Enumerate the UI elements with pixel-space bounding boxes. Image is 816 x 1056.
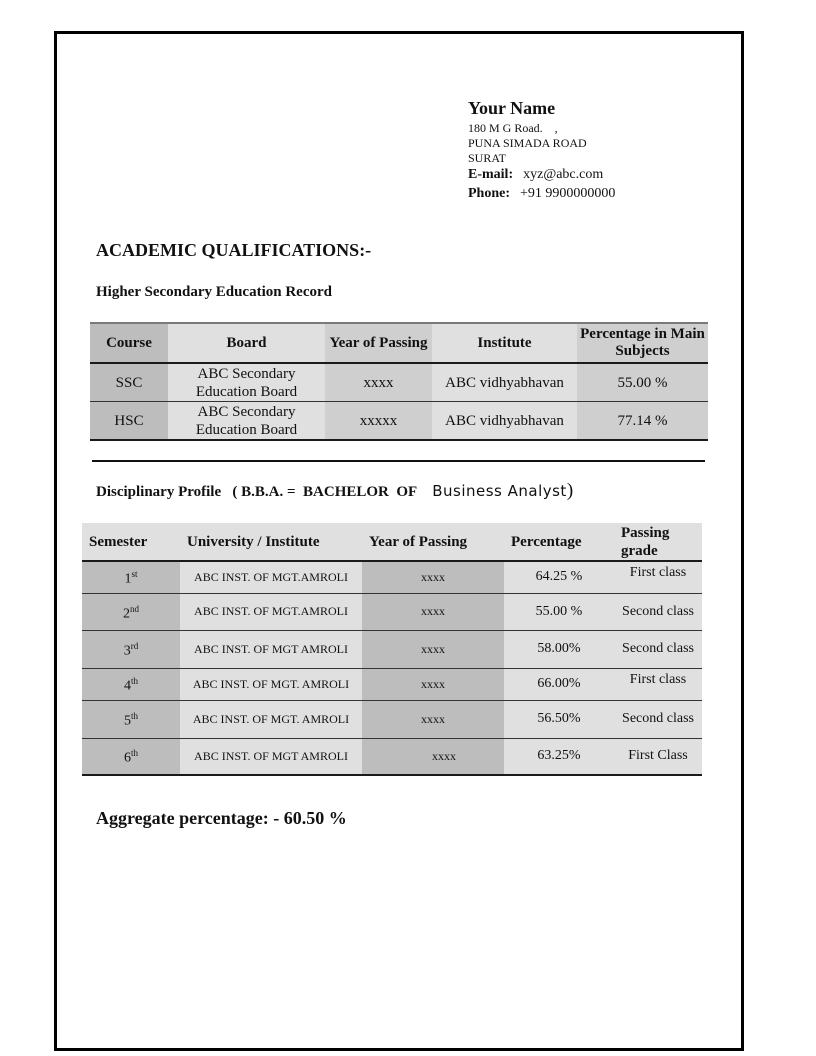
phone-row: [468, 186, 615, 202]
semester-table: [82, 523, 702, 776]
course-cell: HSC: [90, 402, 168, 441]
candidate-name: Your Name: [468, 98, 556, 118]
grade-cell: First class: [614, 668, 702, 700]
institute-cell: ABC INST. OF MGT AMROLI: [180, 738, 362, 775]
year-cell: xxxx: [362, 668, 504, 700]
percentage-cell: 56.50%: [504, 700, 614, 738]
col-header: Percentage in Main Subjects: [577, 323, 708, 363]
degree-text: ( B.B.A. = BACHELOR OF: [232, 484, 418, 500]
table-row: [82, 738, 702, 775]
email-value: xyz@abc.com: [523, 167, 604, 182]
secondary-education-table: [90, 322, 708, 441]
table-row: [82, 593, 702, 630]
col-header: Semester: [82, 523, 180, 561]
semester-cell: [82, 630, 180, 668]
board-cell: ABC Secondary Education Board: [168, 402, 325, 441]
table-row: [90, 402, 708, 441]
address-line-3: SURAT: [468, 151, 507, 165]
semester-number: 1: [124, 572, 132, 588]
semester-cell: [82, 593, 180, 630]
semester-suffix: th: [130, 748, 138, 759]
hsc-record-title: Higher Secondary Education Record: [96, 284, 332, 300]
col-header: Institute: [432, 323, 577, 363]
institute-cell: ABC INST. OF MGT. AMROLI: [180, 668, 362, 700]
semester-suffix: th: [130, 711, 138, 722]
institute-cell: ABC INST. OF MGT.AMROLI: [180, 561, 362, 593]
table-row: [82, 561, 702, 593]
institute-cell: ABC vidhyabhavan: [432, 363, 577, 402]
year-cell: xxxx: [362, 593, 504, 630]
table-header-row: [82, 523, 702, 561]
semester-suffix: st: [131, 569, 138, 580]
col-header: Course: [90, 323, 168, 363]
col-header: University / Institute: [180, 523, 362, 561]
table-row: [90, 363, 708, 402]
semester-suffix: nd: [130, 603, 139, 614]
grade-cell: Second class: [614, 630, 702, 668]
email-row: [468, 167, 603, 183]
semester-number: 2: [123, 606, 130, 622]
disciplinary-profile: [96, 480, 573, 502]
email-label: E-mail:: [468, 167, 514, 182]
semester-number: 5: [123, 713, 131, 729]
degree-close: ): [566, 480, 574, 501]
col-header: Year of Passing: [325, 323, 432, 363]
percentage-cell: 77.14 %: [577, 402, 708, 441]
col-header: Percentage: [504, 523, 614, 561]
section-title: ACADEMIC QUALIFICATIONS:-: [96, 240, 372, 260]
table-header-row: [90, 323, 708, 363]
semester-cell: [82, 668, 180, 700]
course-cell: SSC: [90, 363, 168, 402]
percentage-cell: 55.00 %: [504, 593, 614, 630]
semester-cell: [82, 738, 180, 775]
address-line-2: PUNA SIMADA ROAD: [468, 136, 587, 150]
phone-value: +91 9900000000: [520, 186, 616, 201]
percentage-cell: 64.25 %: [504, 561, 614, 593]
section-divider: [92, 460, 705, 462]
grade-cell: First Class: [614, 738, 702, 775]
semester-suffix: th: [130, 676, 138, 687]
percentage-cell: 58.00%: [504, 630, 614, 668]
institute-cell: ABC vidhyabhavan: [432, 402, 577, 441]
phone-label: Phone:: [468, 186, 510, 201]
col-header: Year of Passing: [362, 523, 504, 561]
semester-cell: [82, 561, 180, 593]
semester-number: 4: [123, 678, 131, 694]
year-cell: xxxx: [362, 561, 504, 593]
institute-cell: ABC INST. OF MGT. AMROLI: [180, 700, 362, 738]
disciplinary-label: Disciplinary Profile: [96, 484, 222, 500]
table-row: [82, 630, 702, 668]
aggregate-percentage: Aggregate percentage: - 60.50 %: [96, 808, 347, 828]
address-line-1: 180 M G Road. ,: [468, 121, 558, 135]
col-header: Board: [168, 323, 325, 363]
board-cell: ABC Secondary Education Board: [168, 363, 325, 402]
institute-cell: ABC INST. OF MGT.AMROLI: [180, 593, 362, 630]
col-header: Passing grade: [614, 523, 702, 561]
grade-cell: Second class: [614, 593, 702, 630]
percentage-cell: 55.00 %: [577, 363, 708, 402]
year-cell: xxxxx: [325, 402, 432, 441]
semester-suffix: rd: [130, 641, 139, 652]
grade-cell: Second class: [614, 700, 702, 738]
year-cell: xxxx: [362, 700, 504, 738]
degree-field: Business Analyst: [432, 482, 567, 500]
table-row: [82, 668, 702, 700]
table-row: [82, 700, 702, 738]
year-cell: xxxx: [362, 738, 504, 775]
semester-number: 6: [123, 751, 131, 767]
percentage-cell: 63.25%: [504, 738, 614, 775]
year-cell: xxxx: [362, 630, 504, 668]
year-cell: xxxx: [325, 363, 432, 402]
semester-cell: [82, 700, 180, 738]
percentage-cell: 66.00%: [504, 668, 614, 700]
institute-cell: ABC INST. OF MGT AMROLI: [180, 630, 362, 668]
semester-number: 3: [123, 643, 131, 659]
grade-cell: First class: [614, 561, 702, 593]
